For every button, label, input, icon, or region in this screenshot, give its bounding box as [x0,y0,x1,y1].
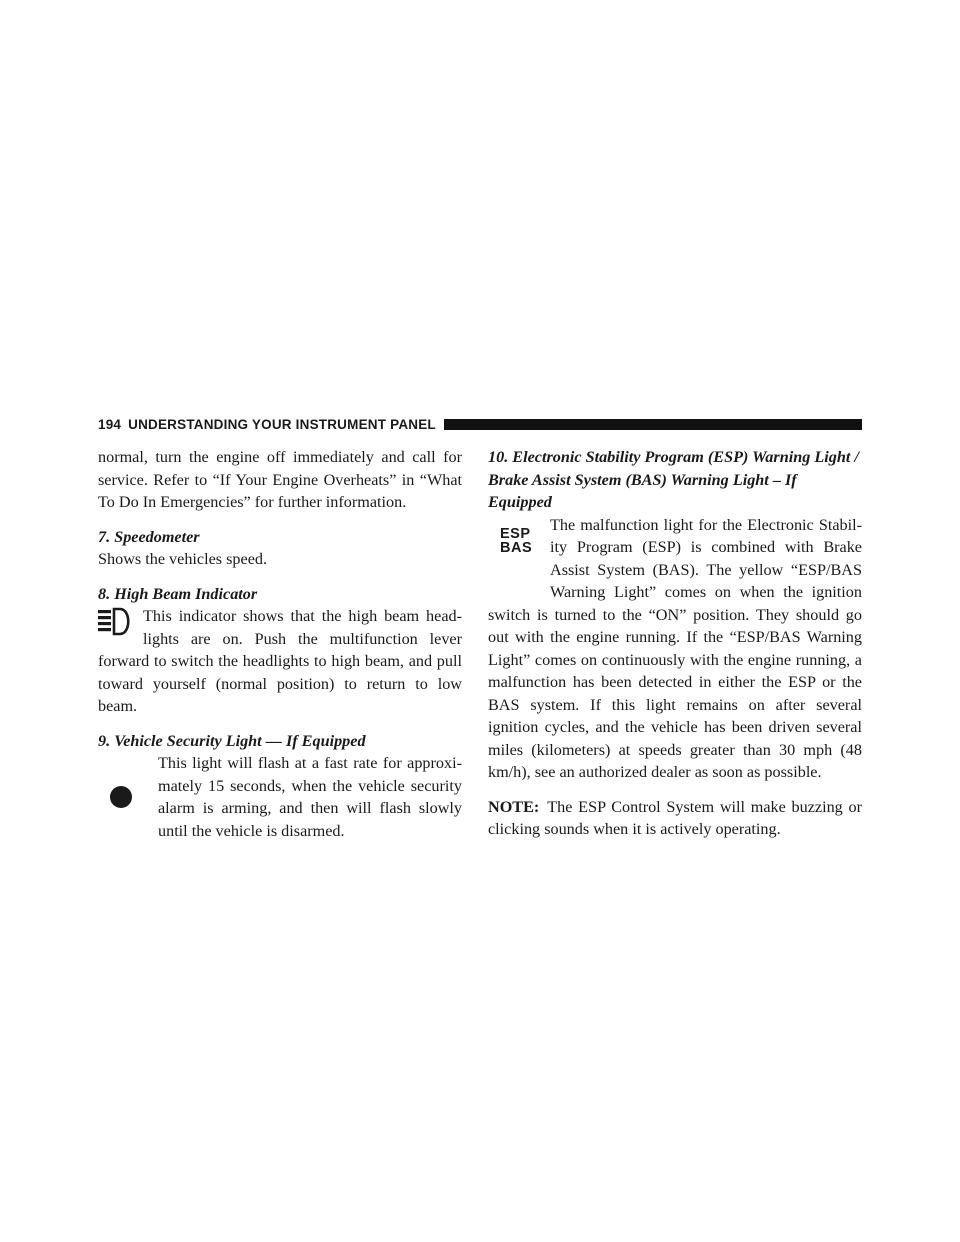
intro-paragraph: normal, turn the engine off immediately and call for service. Refer to “If Your Engine Overheats” in “What To Do In Emergencies” for further information. [98,448,462,511]
high-beam-icon [98,605,143,645]
bas-icon-label: BAS [500,539,533,556]
high-beam-body: This indicator shows that the high beam head-lights are on. Push the multifunction lever forward to switch the headlights to high beam, and pull toward yourself (normal position) to return to low beam. [98,607,462,715]
header-rule [444,419,862,430]
speedometer-body: Shows the vehicles speed. [98,550,268,568]
note-paragraph [488,796,862,841]
esp-bas-body: The malfunction light for the Electronic Stabil-ity Program (ESP) is combined with Brake Assist System (BAS). The yellow “ESP/BAS Warning Light” comes on when the ignition switch is turned to the “ON” position. They should go out with the engine running. If the “ESP/BAS Warning Light” comes on continuously with the engine running, a malfunction has been detected in either the ESP or the BAS system. If this light remains on after several ignition cycles, and the vehicle has been driven several miles (kilometers) at speeds greater than 30 mph (48 km/h), see an authorized dealer as soon as possible. [488,515,862,781]
esp-bas-heading: 10. Electronic Stability Program (ESP) Warning Light / Brake Assist System (BAS) Warning Light – If Equipped [488,448,859,511]
security-light-icon [98,752,158,842]
section-title: UNDERSTANDING YOUR INSTRUMENT PANEL [128,416,436,432]
esp-icon-label: ESP [500,525,531,542]
page-number: 194 [98,416,122,432]
high-beam-heading: 8. High Beam Indicator [98,584,258,603]
right-column [488,446,862,841]
speedometer-heading: 7. Speedometer [98,527,200,546]
page-header [98,416,862,432]
left-column [98,446,462,842]
vehicle-security-body: This light will flash at a fast rate for approxi-mately 15 seconds, when the vehicle security alarm is arming, and then will flash slowly until the vehicle is disarmed. [158,754,462,840]
vehicle-security-heading: 9. Vehicle Security Light — If Equipped [98,731,366,750]
note-label: NOTE: [488,797,540,816]
esp-bas-icon [488,514,550,599]
note-text: The ESP Control System will make buzzing or clicking sounds when it is actively operating. [488,797,862,838]
